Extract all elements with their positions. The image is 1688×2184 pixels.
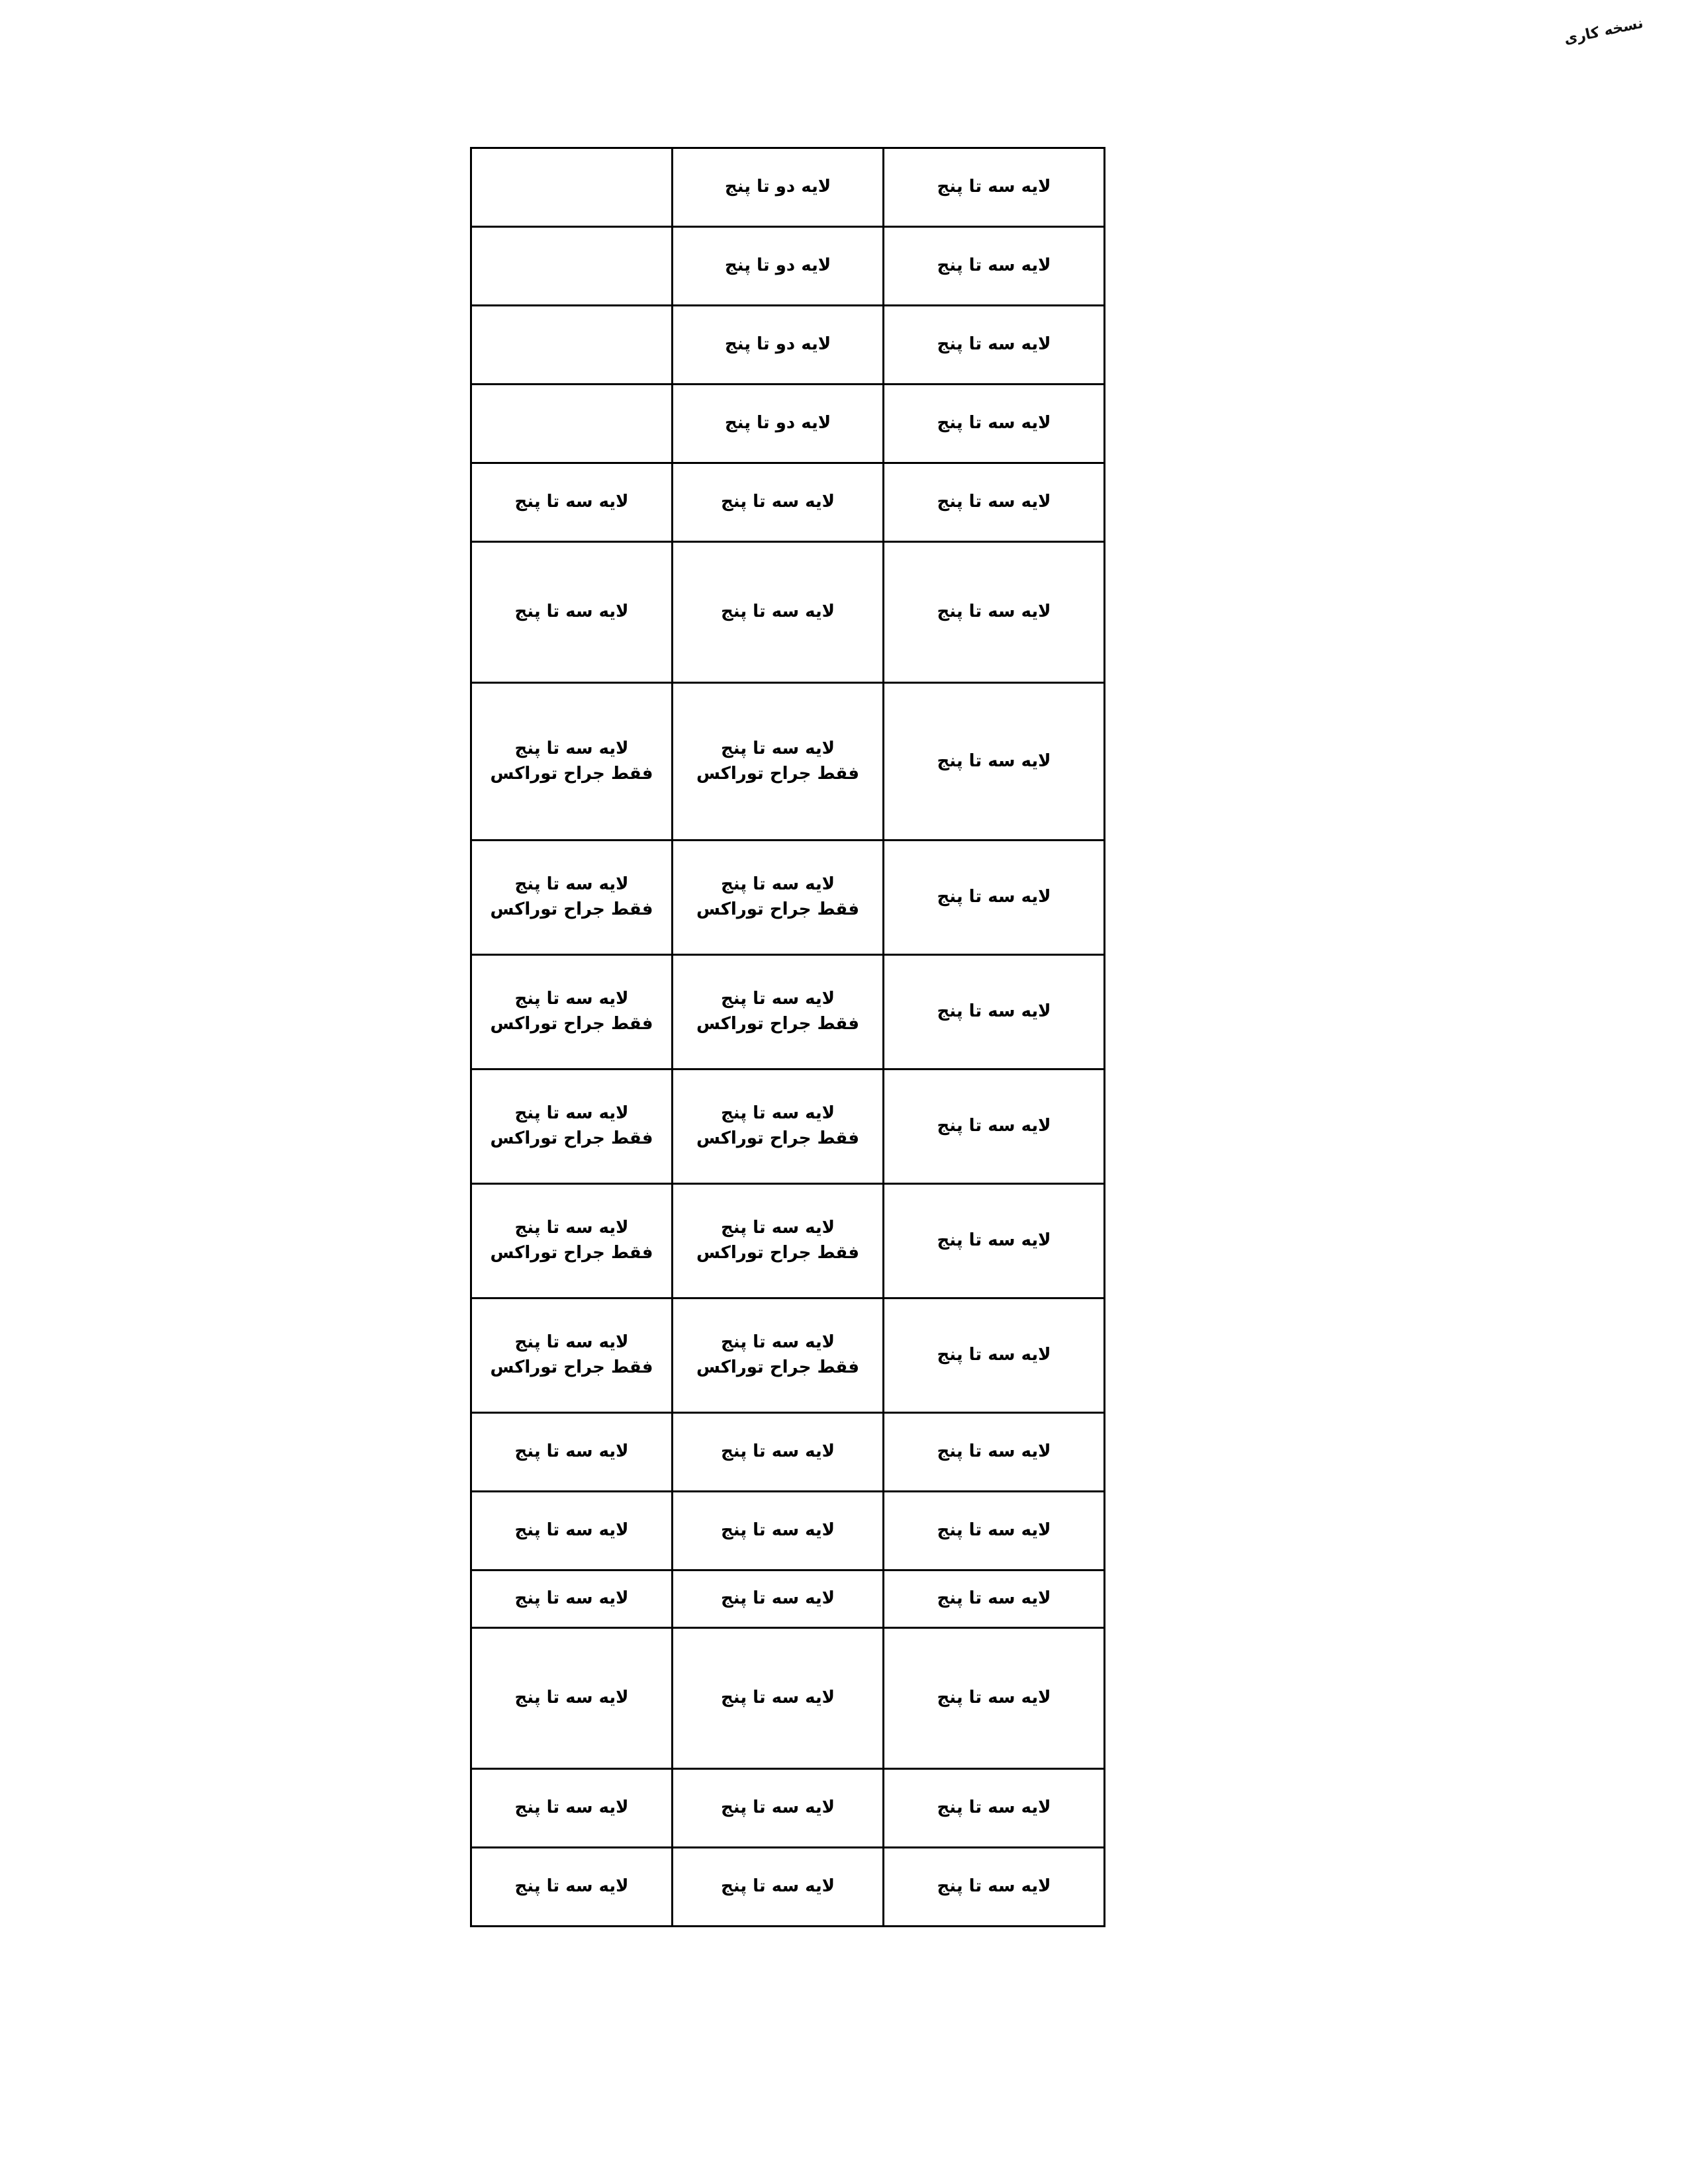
table-row [471, 1184, 1105, 1298]
table-cell: لايه سه تا پنج [471, 463, 673, 542]
table-cell: لايه دو تا پنج [673, 306, 884, 385]
table-cell: لايه سه تا پنج [471, 1570, 673, 1628]
page-header-mark [1554, 12, 1654, 71]
table-cell-empty [471, 227, 673, 306]
table-cell: لايه سه تا پنج [884, 306, 1105, 385]
table-cell: لايه سه تا پنج فقط جراح توراکس [673, 841, 884, 955]
table-cell: لايه سه تا پنج [884, 1570, 1105, 1628]
table-cell: لايه سه تا پنج [884, 1628, 1105, 1769]
table-cell: لايه سه تا پنج [884, 955, 1105, 1069]
table-row [471, 1413, 1105, 1492]
table-row [471, 306, 1105, 385]
table-cell: لايه سه تا پنج [673, 1848, 884, 1927]
table-cell: لايه سه تا پنج فقط جراح توراکس [673, 955, 884, 1069]
page-header-mark-text: نسخه کاری [1562, 15, 1645, 48]
table-row [471, 683, 1105, 841]
data-table [470, 147, 1105, 1927]
table-cell: لايه دو تا پنج [673, 148, 884, 227]
table-row [471, 841, 1105, 955]
table-cell: لايه سه تا پنج [673, 1570, 884, 1628]
table-cell: لايه سه تا پنج [673, 1628, 884, 1769]
table-row [471, 1848, 1105, 1927]
table-cell: لايه سه تا پنج [884, 1492, 1105, 1570]
table-cell: لايه سه تا پنج [673, 1769, 884, 1848]
table-cell: لايه سه تا پنج [673, 1492, 884, 1570]
table-cell-empty [471, 385, 673, 463]
table-cell: لايه سه تا پنج [884, 542, 1105, 683]
table-row [471, 1769, 1105, 1848]
table-cell: لايه سه تا پنج [471, 1769, 673, 1848]
table-cell: لايه سه تا پنج فقط جراح توراکس [673, 1184, 884, 1298]
table-row [471, 542, 1105, 683]
table-cell: لايه سه تا پنج فقط جراح توراکس [673, 683, 884, 841]
table-body [471, 148, 1105, 1927]
table-cell: لايه سه تا پنج [884, 1298, 1105, 1413]
table-cell: لايه سه تا پنج [884, 463, 1105, 542]
table-cell: لايه سه تا پنج فقط جراح توراکس [471, 683, 673, 841]
table-cell: لايه سه تا پنج [471, 1492, 673, 1570]
table-cell: لايه سه تا پنج فقط جراح توراکس [471, 955, 673, 1069]
table-container [490, 147, 1105, 1927]
table-cell: لايه سه تا پنج [884, 1848, 1105, 1927]
table-cell: لايه سه تا پنج [884, 841, 1105, 955]
table-cell: لايه سه تا پنج [884, 1069, 1105, 1184]
table-cell: لايه دو تا پنج [673, 227, 884, 306]
table-cell: لايه سه تا پنج [471, 1413, 673, 1492]
table-cell: لايه سه تا پنج [471, 1628, 673, 1769]
table-row [471, 463, 1105, 542]
table-row [471, 955, 1105, 1069]
table-cell: لايه سه تا پنج فقط جراح توراکس [673, 1298, 884, 1413]
table-cell: لايه سه تا پنج [884, 1184, 1105, 1298]
table-cell-empty [471, 306, 673, 385]
table-cell: لايه سه تا پنج [884, 683, 1105, 841]
table-cell: لايه سه تا پنج [884, 1413, 1105, 1492]
table-row [471, 1492, 1105, 1570]
table-cell: لايه سه تا پنج [884, 385, 1105, 463]
table-row [471, 1628, 1105, 1769]
table-cell: لايه سه تا پنج [884, 148, 1105, 227]
table-cell: لايه سه تا پنج فقط جراح توراکس [471, 1298, 673, 1413]
table-cell: لايه سه تا پنج [673, 1413, 884, 1492]
table-row [471, 227, 1105, 306]
table-row [471, 385, 1105, 463]
table-cell-empty [471, 148, 673, 227]
table-row [471, 148, 1105, 227]
table-row [471, 1570, 1105, 1628]
table-cell: لايه سه تا پنج [471, 1848, 673, 1927]
table-row [471, 1298, 1105, 1413]
table-row [471, 1069, 1105, 1184]
table-cell: لايه سه تا پنج [471, 542, 673, 683]
table-cell: لايه سه تا پنج فقط جراح توراکس [471, 841, 673, 955]
table-cell: لايه دو تا پنج [673, 385, 884, 463]
table-cell: لايه سه تا پنج فقط جراح توراکس [471, 1069, 673, 1184]
table-cell: لايه سه تا پنج [673, 463, 884, 542]
table-cell: لايه سه تا پنج [884, 227, 1105, 306]
table-cell: لايه سه تا پنج [884, 1769, 1105, 1848]
table-cell: لايه سه تا پنج [673, 542, 884, 683]
table-cell: لايه سه تا پنج فقط جراح توراکس [471, 1184, 673, 1298]
table-cell: لايه سه تا پنج فقط جراح توراکس [673, 1069, 884, 1184]
